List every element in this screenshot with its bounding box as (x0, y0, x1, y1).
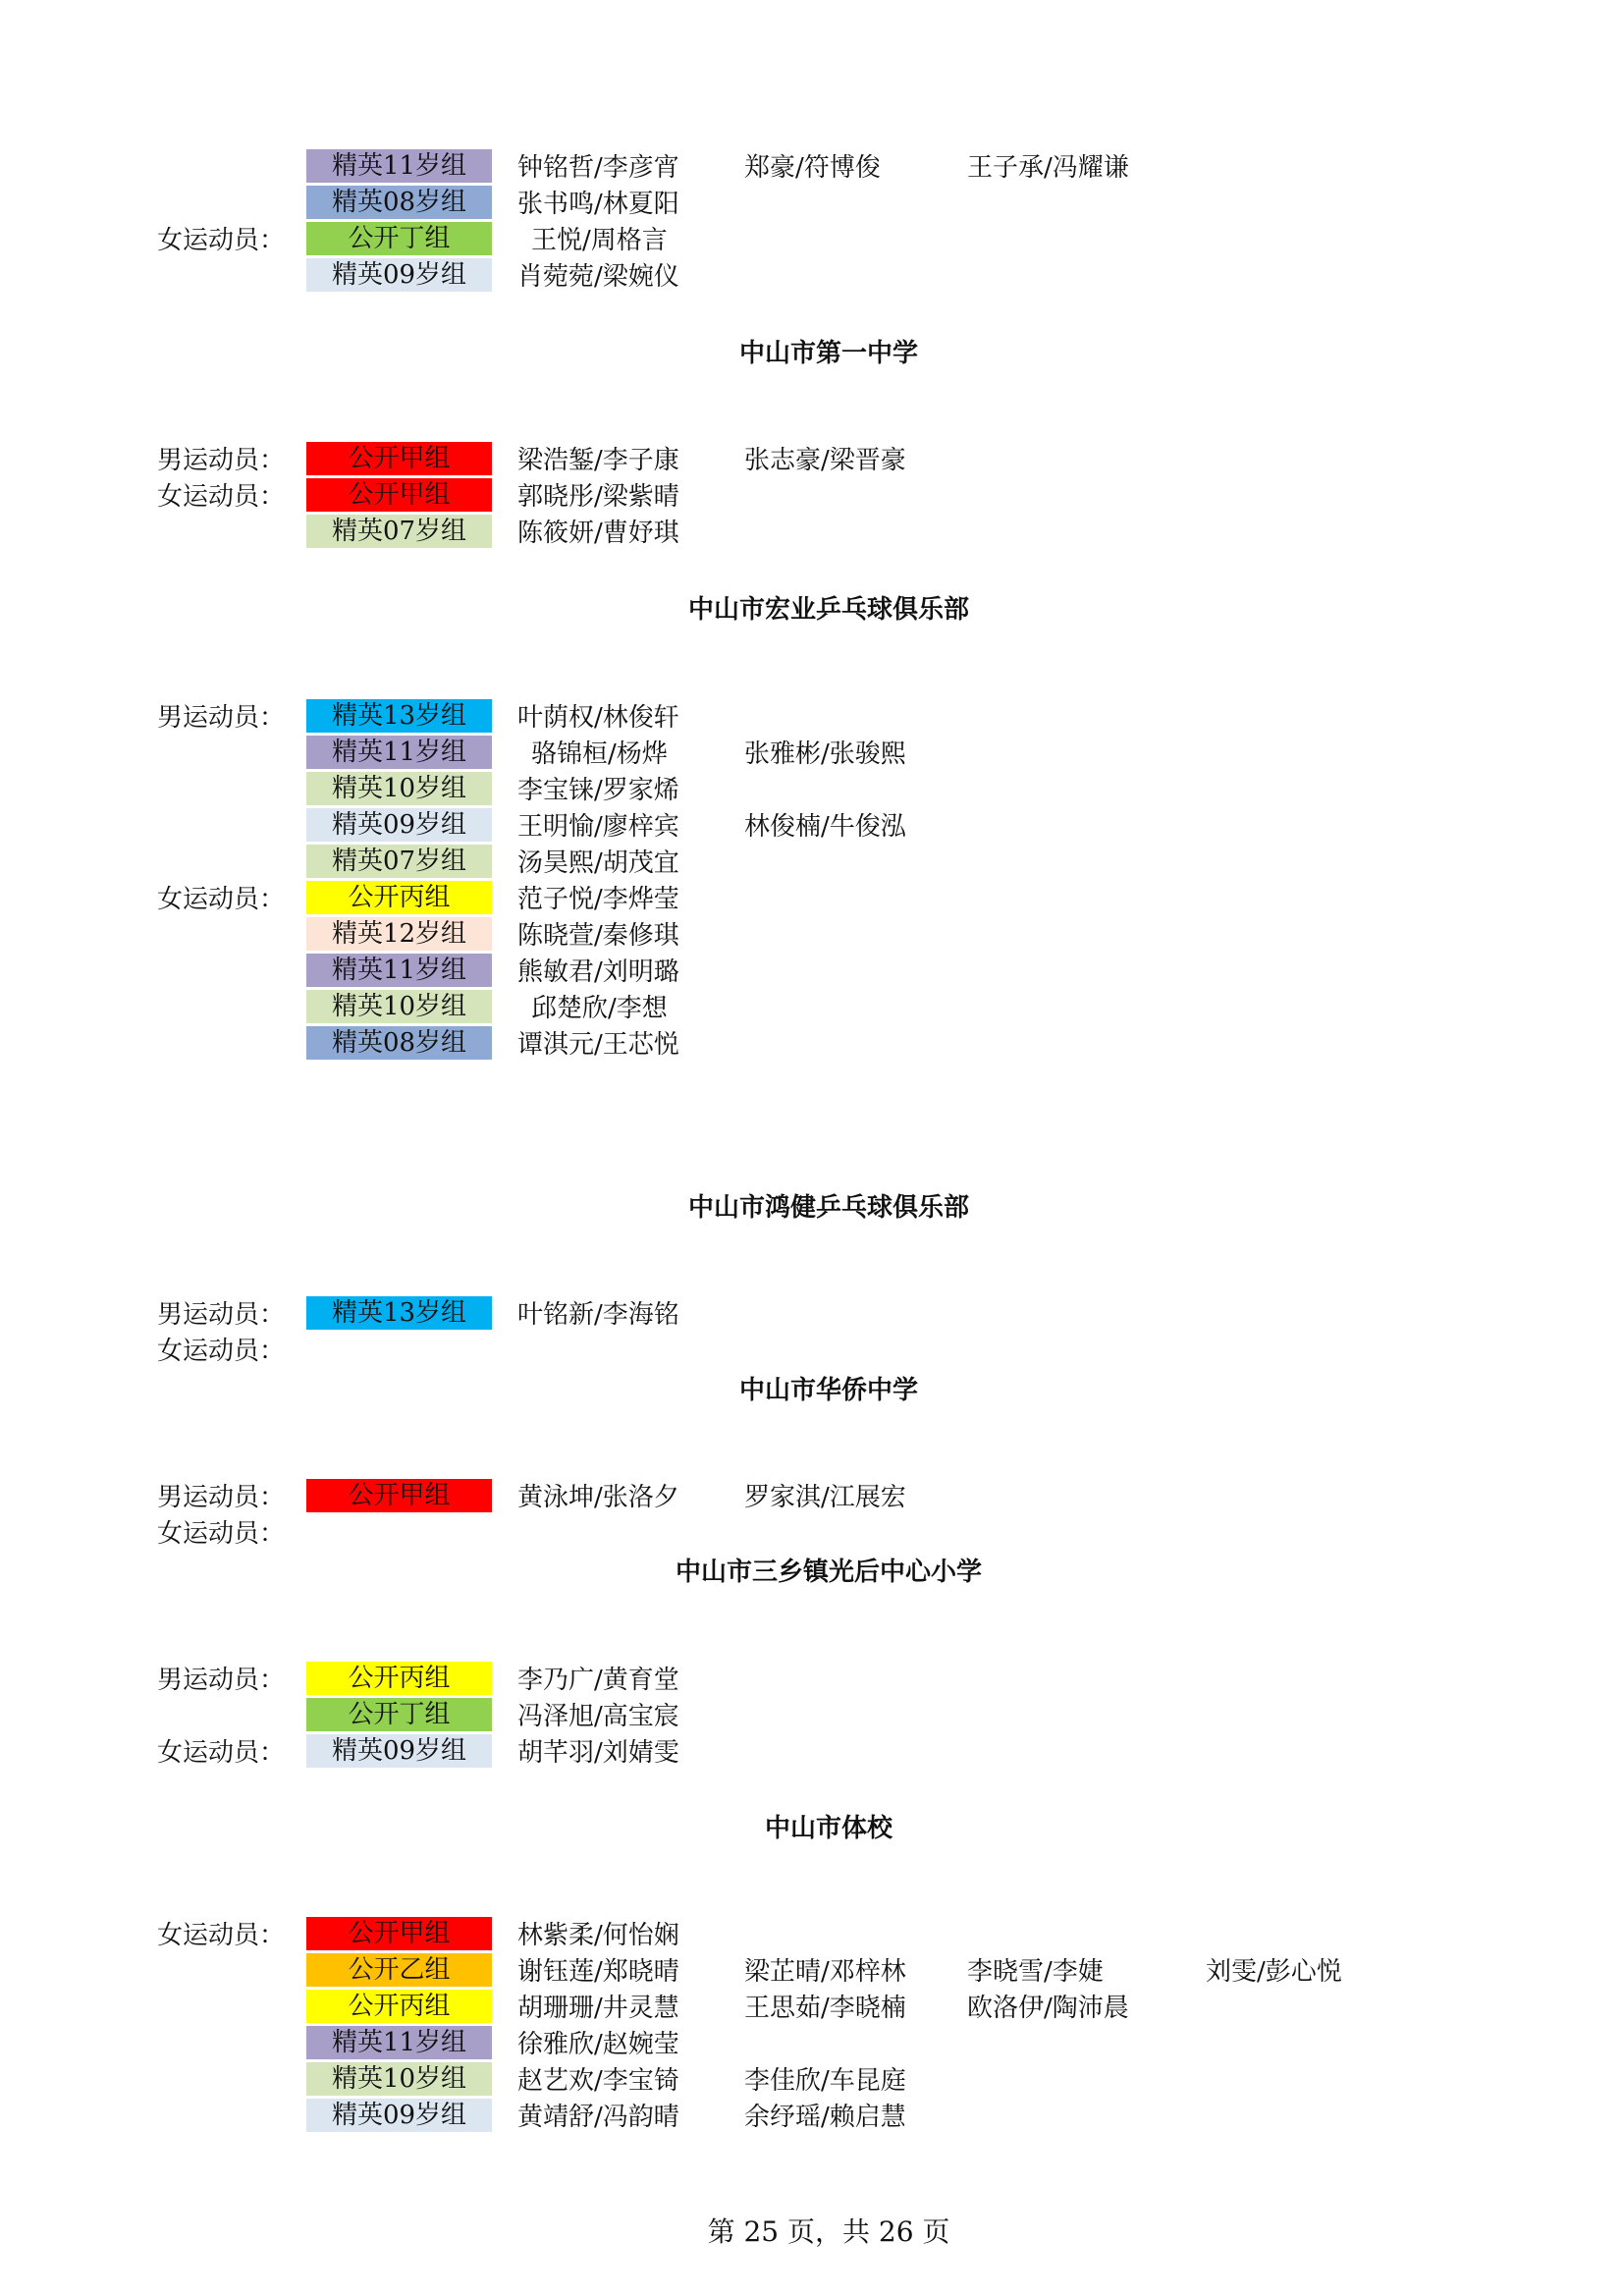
athlete-role-label: 男运动员： (157, 1666, 286, 1695)
player-pair: 刘雯/彭心悦 (1206, 1957, 1342, 1987)
group-badge: 精英11岁组 (306, 149, 492, 183)
list-item (0, 186, 1623, 221)
player-pair: 林俊楠/牛俊泓 (744, 812, 906, 842)
group-badge: 精英10岁组 (306, 2062, 492, 2096)
club-title: 中山市华侨中学 (738, 1376, 918, 1405)
player-pair: 叶铭新/李海铭 (517, 1300, 679, 1330)
athlete-role-label: 男运动员： (157, 1483, 286, 1512)
player-pair: 黄靖舒/冯韵晴 (517, 2103, 679, 2132)
group-badge: 精英10岁组 (306, 990, 492, 1023)
group-badge: 精英13岁组 (306, 699, 492, 733)
group-badge: 公开甲组 (306, 442, 492, 475)
player-pair: 郑豪/符博俊 (744, 153, 881, 183)
group-badge: 精英12岁组 (306, 917, 492, 951)
group-badge: 公开甲组 (306, 1479, 492, 1512)
player-pair: 梁芷晴/邓梓林 (744, 1957, 906, 1987)
player-pair: 赵艺欢/李宝锜 (517, 2066, 679, 2096)
list-item (0, 2062, 1623, 2098)
player-pair: 胡珊珊/井灵慧 (517, 1994, 679, 2023)
athlete-role-label: 女运动员： (157, 1921, 286, 1950)
list-item (0, 442, 1623, 477)
player-pair: 骆锦桓/杨烨 (531, 739, 668, 769)
group-badge: 公开丙组 (306, 1662, 492, 1695)
list-item (0, 1515, 1623, 1551)
group-badge: 公开丁组 (306, 1698, 492, 1731)
list-item (0, 699, 1623, 735)
list-item (0, 881, 1623, 916)
athlete-role-label: 女运动员： (157, 1337, 286, 1366)
athlete-role-label: 女运动员： (157, 1519, 286, 1549)
list-item (0, 515, 1623, 550)
list-item (0, 478, 1623, 514)
group-badge: 公开丁组 (306, 222, 492, 255)
player-pair: 陈晓萱/秦修琪 (517, 921, 679, 951)
club-title: 中山市鸿健乒乓球俱乐部 (687, 1193, 969, 1223)
list-item (0, 1662, 1623, 1697)
athlete-role-label: 男运动员： (157, 1300, 286, 1330)
list-item (0, 1953, 1623, 1989)
group-badge: 精英11岁组 (306, 954, 492, 987)
list-item (0, 954, 1623, 989)
player-pair: 邱楚欣/李想 (531, 994, 668, 1023)
player-pair: 张雅彬/张骏熙 (744, 739, 906, 769)
club-title: 中山市体校 (764, 1814, 893, 1843)
player-pair: 范子悦/李烨莹 (517, 885, 679, 914)
list-item (0, 1479, 1623, 1514)
club-title: 中山市宏业乒乓球俱乐部 (687, 595, 969, 625)
player-pair: 梁浩錾/李子康 (517, 446, 679, 475)
athlete-role-label: 男运动员： (157, 703, 286, 733)
player-pair: 欧洛伊/陶沛晨 (967, 1994, 1129, 2023)
player-pair: 李乃广/黄育堂 (517, 1666, 679, 1695)
list-item (0, 1698, 1623, 1733)
player-pair: 郭晓彤/梁紫晴 (517, 482, 679, 512)
group-badge: 精英09岁组 (306, 1734, 492, 1768)
player-pair: 陈筱妍/曹妤琪 (517, 519, 679, 548)
player-pair: 谭淇元/王芯悦 (517, 1030, 679, 1060)
list-item (0, 736, 1623, 771)
group-badge: 公开丙组 (306, 881, 492, 914)
list-item (0, 2099, 1623, 2134)
player-pair: 钟铭哲/李彦宵 (517, 153, 679, 183)
list-item (0, 2026, 1623, 2061)
player-pair: 王子承/冯耀谦 (967, 153, 1129, 183)
athlete-role-label: 男运动员： (157, 446, 286, 475)
list-item (0, 149, 1623, 185)
list-item (0, 258, 1623, 294)
player-pair: 熊敏君/刘明璐 (517, 957, 679, 987)
player-pair: 胡芊羽/刘婧雯 (517, 1738, 679, 1768)
player-pair: 黄泳坤/张洛夕 (517, 1483, 679, 1512)
player-pair: 汤昊熙/胡茂宜 (517, 848, 679, 878)
group-badge: 精英08岁组 (306, 186, 492, 219)
group-badge: 公开甲组 (306, 1917, 492, 1950)
list-item (0, 772, 1623, 807)
group-badge: 精英09岁组 (306, 258, 492, 292)
player-pair: 林紫柔/何怡娴 (517, 1921, 679, 1950)
athlete-role-label: 女运动员： (157, 226, 286, 255)
list-item (0, 917, 1623, 953)
list-item (0, 1990, 1623, 2025)
club-title: 中山市三乡镇光后中心小学 (675, 1558, 982, 1587)
group-badge: 精英08岁组 (306, 1026, 492, 1060)
group-badge: 精英09岁组 (306, 808, 492, 842)
list-item (0, 1333, 1623, 1368)
group-badge: 精英07岁组 (306, 845, 492, 878)
player-pair: 徐雅欣/赵婉莹 (517, 2030, 679, 2059)
player-pair: 谢钰莲/郑晓晴 (517, 1957, 679, 1987)
player-pair: 罗家淇/江展宏 (744, 1483, 906, 1512)
club-title: 中山市第一中学 (738, 339, 918, 368)
player-pair: 张书鸣/林夏阳 (517, 190, 679, 219)
list-item (0, 1026, 1623, 1062)
athlete-role-label: 女运动员： (157, 1738, 286, 1768)
player-pair: 李晓雪/李婕 (967, 1957, 1104, 1987)
list-item (0, 1734, 1623, 1770)
group-badge: 精英09岁组 (306, 2099, 492, 2132)
player-pair: 冯泽旭/高宝宸 (517, 1702, 679, 1731)
list-item (0, 845, 1623, 880)
group-badge: 公开甲组 (306, 478, 492, 512)
group-badge: 公开丙组 (306, 1990, 492, 2023)
player-pair: 王悦/周格言 (531, 226, 668, 255)
group-badge: 精英11岁组 (306, 2026, 492, 2059)
group-badge: 精英11岁组 (306, 736, 492, 769)
list-item (0, 1917, 1623, 1952)
group-badge: 精英07岁组 (306, 515, 492, 548)
list-item (0, 222, 1623, 257)
group-badge: 公开乙组 (306, 1953, 492, 1987)
player-pair: 李佳欣/车昆庭 (744, 2066, 906, 2096)
player-pair: 张志豪/梁晋豪 (744, 446, 906, 475)
list-item (0, 808, 1623, 844)
list-item (0, 1296, 1623, 1332)
list-item (0, 990, 1623, 1025)
player-pair: 王明愉/廖梓宾 (517, 812, 679, 842)
athlete-role-label: 女运动员： (157, 482, 286, 512)
player-pair: 王思茹/李晓楠 (744, 1994, 906, 2023)
player-pair: 余纾瑶/赖启慧 (744, 2103, 906, 2132)
player-pair: 叶荫权/林俊轩 (517, 703, 679, 733)
athlete-role-label: 女运动员： (157, 885, 286, 914)
group-badge: 精英13岁组 (306, 1296, 492, 1330)
player-pair: 肖菀菀/梁婉仪 (517, 262, 679, 292)
player-pair: 李宝铼/罗家烯 (517, 776, 679, 805)
page-footer: 第 25 页，共 26 页 (707, 2215, 950, 2248)
group-badge: 精英10岁组 (306, 772, 492, 805)
